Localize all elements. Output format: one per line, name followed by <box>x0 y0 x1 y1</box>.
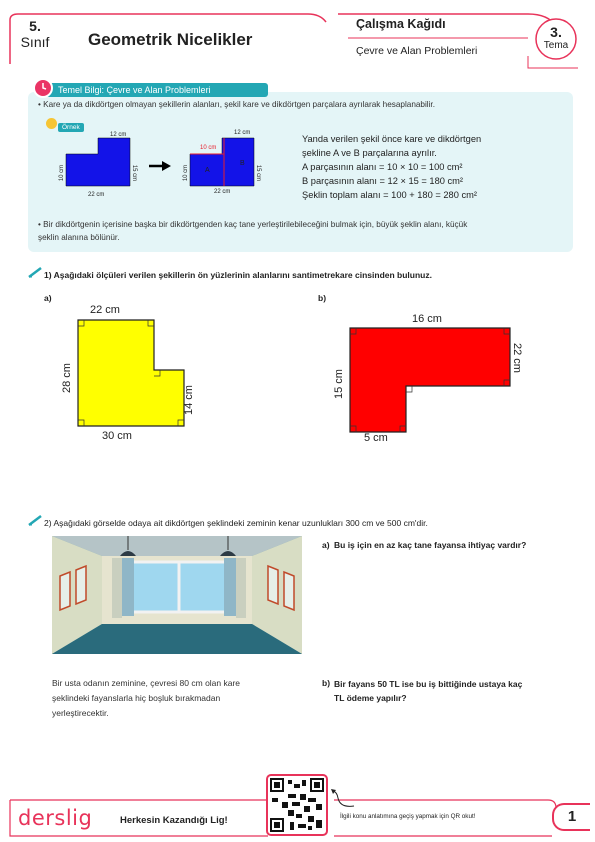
shape-a-right-label: 14 cm <box>182 385 195 415</box>
grade-number: 5. <box>29 18 41 34</box>
pencil-icon <box>28 266 44 278</box>
shape-b <box>348 326 514 436</box>
q2-a-label: a) <box>322 540 330 550</box>
fig2-right-label: 15 cm <box>255 164 262 182</box>
fig1-right-label: 15 cm <box>131 164 138 182</box>
fig2-left-label: 10 cm <box>183 164 190 182</box>
theme-number: 3. <box>550 24 562 40</box>
fig2-bottom-label: 22 cm <box>214 189 231 195</box>
brand-logo: derslig <box>18 806 93 830</box>
lightbulb-icon <box>46 118 57 129</box>
qr-code-icon <box>268 776 326 834</box>
q2-desc-line-1: Bir usta odanın zeminine, çevresi 80 cm olan kare <box>52 678 241 688</box>
info-line-2a: • Bir dikdörtgenin içerisine başka bir dikdörtgenden kaç tane yerleştirilebileceğini bulmak için, büyük şeklin alanı, küçük <box>38 220 468 229</box>
q2-b-question-line-1: Bir fayans 50 TL ise bu iş bittiğinde ustaya kaç <box>334 679 523 689</box>
part-b-label: B <box>240 160 245 167</box>
topic-title: Çevre ve Alan Problemleri <box>356 45 478 57</box>
room-illustration <box>52 536 302 654</box>
theme-label: Tema <box>543 40 569 51</box>
question-1-title: 1) Aşağıdaki ölçüleri verilen şekillerin ön yüzlerinin alanlarını santimetrekare cinsinden bulunuz. <box>44 270 432 280</box>
q1-b-label: b) <box>318 293 327 303</box>
pencil-icon <box>28 514 44 526</box>
shape-a-bottom-label: 30 cm <box>102 430 132 442</box>
explain-line-5: Şeklin toplam alanı = 100 + 180 = 280 cm² <box>302 190 477 200</box>
explain-line-2: şekline A ve B parçalarına ayrılır. <box>302 148 437 158</box>
fig2-top-label: 12 cm <box>234 130 251 136</box>
shape-b-right-label: 22 cm <box>510 343 523 373</box>
slogan: Herkesin Kazandığı Lig! <box>120 815 228 826</box>
fig1-left-label: 10 cm <box>59 164 66 182</box>
curved-arrow-icon <box>330 788 356 810</box>
shape-a-top-label: 22 cm <box>90 304 120 316</box>
shape-a <box>76 318 188 430</box>
arrow-right-icon <box>148 160 172 172</box>
qr-note: İlgili konu anlatımına geçiş yapmak için QR okut! <box>340 813 476 820</box>
example-shape-split <box>184 132 264 192</box>
grade-badge <box>10 18 60 50</box>
example-shape-original <box>60 132 140 192</box>
info-line-1: • Kare ya da dikdörtgen olmayan şekillerin alanları, şekil kare ve dikdörtgen parçalara ayrılarak hesaplanabilir. <box>38 100 435 109</box>
explain-line-1: Yanda verilen şekil önce kare ve dikdörtgen <box>302 134 482 144</box>
explain-line-4: B parçasının alanı = 12 × 15 = 180 cm² <box>302 176 463 186</box>
example-tag: Örnek <box>58 123 84 132</box>
shape-b-top-label: 16 cm <box>412 313 442 325</box>
explain-line-3: A parçasının alanı = 10 × 10 = 100 cm² <box>302 162 463 172</box>
fig1-top-label: 12 cm <box>110 132 127 138</box>
page-title: Geometrik Nicelikler <box>88 30 253 49</box>
q2-b-question-line-2: TL ödeme yapılır? <box>334 693 407 703</box>
question-2-title: 2) Aşağıdaki görselde odaya ait dikdörtgen şeklindeki zeminin kenar uzunlukları 300 cm ve 500 cm'dir. <box>44 518 428 528</box>
shape-b-bottom-label: 5 cm <box>364 432 388 444</box>
page-number: 1 <box>552 803 590 831</box>
part-a-label: A <box>205 167 210 174</box>
fig2-mid-label: 10 cm <box>200 145 217 151</box>
q2-desc-line-3: yerleştirecektir. <box>52 708 109 718</box>
q2-desc-line-2: şeklindeki fayanslarla hiç boşluk bırakmadan <box>52 693 221 703</box>
info-tab-label: Temel Bilgi: Çevre ve Alan Problemleri <box>44 83 268 97</box>
q1-a-label: a) <box>44 293 52 303</box>
shape-a-left-label: 28 cm <box>60 363 73 393</box>
sheet-title: Çalışma Kağıdı <box>356 17 446 31</box>
clock-icon <box>33 78 53 98</box>
grade-word: Sınıf <box>20 34 50 50</box>
fig1-bottom-label: 22 cm <box>88 192 105 198</box>
qr-code[interactable] <box>266 774 328 836</box>
shape-b-left-label: 15 cm <box>332 369 345 399</box>
q2-a-question: Bu iş için en az kaç tane fayansa ihtiyaç vardır? <box>334 540 527 550</box>
q2-b-label: b) <box>322 678 331 688</box>
info-line-2b: şeklin alanına bölünür. <box>38 233 120 242</box>
